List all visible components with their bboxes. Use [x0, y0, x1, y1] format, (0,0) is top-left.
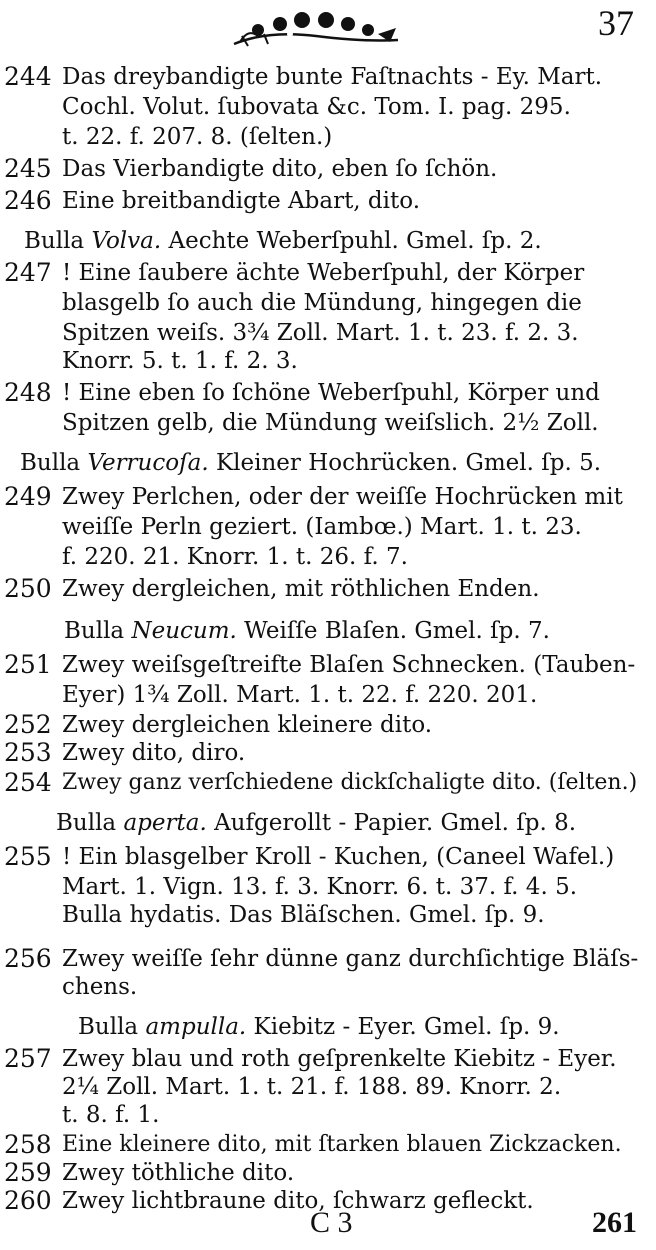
entry-text: weiſſe Perln geziert. (Iambœ.) Mart. 1. t. 23. [62, 514, 582, 540]
page-number: 37 [598, 3, 634, 43]
entry-text: Das dreybandigte bunte Faſtnachts - Ey. Mart. [62, 64, 603, 90]
entry-number: 259 [4, 1158, 52, 1187]
catalog-number: 261 [592, 1206, 637, 1239]
entry-text: Zwey lichtbraune dito, ſchwarz gefleckt. [62, 1188, 534, 1214]
entry-number: 260 [4, 1186, 52, 1215]
entry-number: 247 [4, 258, 52, 287]
entry-text: t. 8. f. 1. [62, 1102, 160, 1128]
entry-number: 256 [4, 944, 52, 973]
entry-number: 244 [4, 62, 52, 91]
heading-text: Weiſſe Blaſen. Gmel. ſp. 7. [236, 618, 550, 644]
entry-text: Zwey ganz verſchiedene dickſchaligte dito. (ſelten.) [62, 770, 638, 795]
entry-number: 250 [4, 574, 52, 603]
entry-number: 245 [4, 154, 52, 183]
species-name: aperta. [123, 810, 207, 836]
heading-text: Aechte Weberſpuhl. Gmel. ſp. 2. [161, 228, 542, 254]
entry-text: Eine breitbandigte Abart, dito. [62, 188, 421, 214]
entry-text: Zwey weiſsgeſtreifte Blaſen Schnecken. (Tauben- [62, 652, 636, 678]
entry-number: 258 [4, 1130, 52, 1159]
heading-text: Aufgerollt - Papier. Gmel. ſp. 8. [206, 810, 577, 836]
entry-text: Zwey blau und roth geſprenkelte Kiebitz - Eyer. [62, 1046, 617, 1072]
entry-number: 248 [4, 378, 52, 407]
floral-ornament-icon [228, 6, 404, 50]
entry-text: Zwey Perlchen, oder der weiſſe Hochrücken mit [62, 484, 623, 510]
entry-text: Eyer) 1¾ Zoll. Mart. 1. t. 22. f. 220. 201. [62, 682, 538, 708]
entry-text: t. 22. f. 207. 8. (ſelten.) [62, 124, 333, 150]
entry-number: 252 [4, 710, 52, 739]
entry-text: Mart. 1. Vign. 13. f. 3. Knorr. 6. t. 37. f. 4. 5. [62, 874, 578, 900]
entry-number: 255 [4, 842, 52, 871]
heading-text: Kiebitz - Eyer. Gmel. ſp. 9. [246, 1014, 560, 1040]
entry-text: 2¼ Zoll. Mart. 1. t. 21. f. 188. 89. Knorr. 2. [62, 1074, 562, 1100]
genus-name: Bulla [20, 450, 81, 476]
entry-text: Das Vierbandigte dito, eben ſo ſchön. [62, 156, 498, 182]
entry-text: ! Ein blasgelber Kroll - Kuchen, (Caneel Wafel.) [62, 844, 615, 870]
entry-text: Spitzen gelb, die Mündung weiſslich. 2½ Zoll. [62, 410, 599, 436]
entry-text: Cochl. Volut. ſubovata &c. Tom. I. pag. 295. [62, 94, 571, 120]
entry-text: Zwey dergleichen, mit röthlichen Enden. [62, 576, 540, 602]
species-name: ampulla. [145, 1014, 247, 1040]
entry-number: 253 [4, 738, 52, 767]
genus-name: Bulla [24, 228, 85, 254]
entry-number: 246 [4, 186, 52, 215]
entry-text: Bulla hydatis. Das Bläſschen. Gmel. ſp. 9. [62, 902, 545, 928]
entry-number: 257 [4, 1044, 52, 1073]
genus-name: Bulla [78, 1014, 139, 1040]
entry-text: blasgelb ſo auch die Mündung, hingegen die [62, 290, 582, 316]
entry-text: chens. [62, 974, 138, 1000]
signature-mark: C 3 [310, 1206, 353, 1239]
heading-text: Kleiner Hochrücken. Gmel. ſp. 5. [208, 450, 602, 476]
entry-number: 251 [4, 650, 52, 679]
genus-name: Bulla [56, 810, 117, 836]
species-name: Neucum. [131, 618, 237, 644]
entry-text: Zwey weiſſe ſehr dünne ganz durchſichtige Bläſs- [62, 946, 639, 972]
entry-text: ! Eine eben ſo ſchöne Weberſpuhl, Körper und [62, 380, 600, 406]
entry-text: ! Eine ſaubere ächte Weberſpuhl, der Körper [62, 260, 585, 286]
entry-text: Zwey dergleichen kleinere dito. [62, 712, 433, 738]
entry-text: Eine kleinere dito, mit ſtarken blauen Zickzacken. [62, 1132, 622, 1157]
species-name: Volva. [91, 228, 162, 254]
entry-text: Knorr. 5. t. 1. f. 2. 3. [62, 348, 298, 374]
entry-text: Zwey dito, diro. [62, 740, 246, 766]
genus-name: Bulla [64, 618, 125, 644]
entry-text: Zwey töthliche dito. [62, 1160, 295, 1186]
entry-number: 249 [4, 482, 52, 511]
entry-number: 254 [4, 768, 52, 797]
entry-text: Spitzen weiſs. 3¾ Zoll. Mart. 1. t. 23. f. 2. 3. [62, 320, 579, 346]
entry-text: f. 220. 21. Knorr. 1. t. 26. f. 7. [62, 544, 408, 570]
species-name: Verrucoſa. [87, 450, 209, 476]
